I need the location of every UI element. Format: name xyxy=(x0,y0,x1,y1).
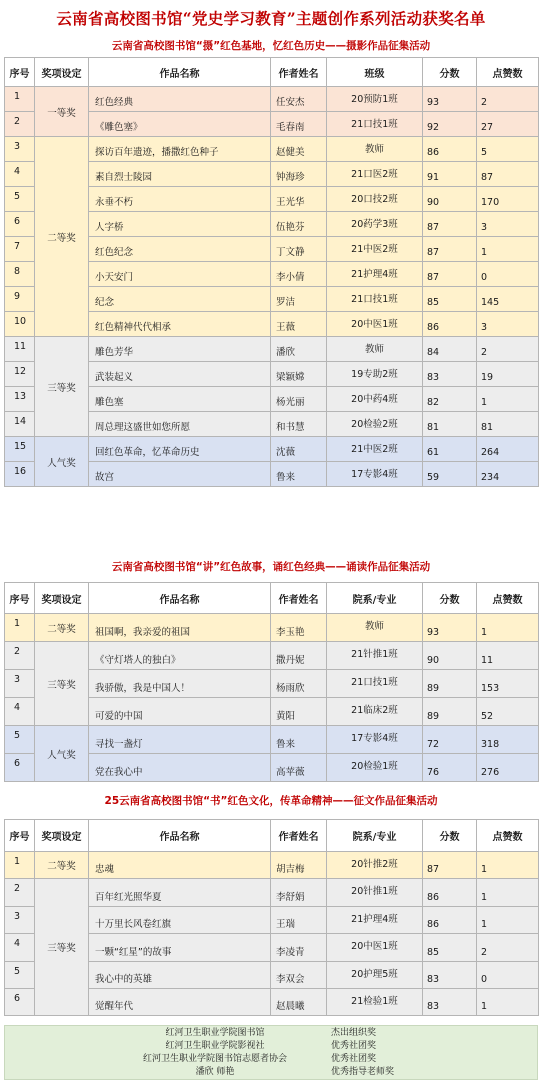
award-cell: 三等奖 xyxy=(35,879,89,1016)
major-cell: 21护理4班 xyxy=(327,906,423,933)
score-cell: 89 xyxy=(423,670,477,698)
likes-cell: 170 xyxy=(477,187,539,212)
score-cell: 76 xyxy=(423,754,477,782)
score-cell: 82 xyxy=(423,387,477,412)
seq-cell: 6 xyxy=(5,754,35,782)
class-cell: 21口医2班 xyxy=(327,162,423,187)
likes-cell: 52 xyxy=(477,698,539,726)
likes-cell: 318 xyxy=(477,726,539,754)
essay-award-table xyxy=(4,819,539,1016)
seq-cell: 4 xyxy=(5,934,35,961)
seq-cell: 6 xyxy=(5,212,35,237)
work-cell: 武装起义 xyxy=(89,362,271,387)
likes-cell: 234 xyxy=(477,462,539,487)
work-cell: 纪念 xyxy=(89,287,271,312)
class-cell: 20中医1班 xyxy=(327,312,423,337)
work-cell: 雕色塞 xyxy=(89,387,271,412)
score-cell: 61 xyxy=(423,437,477,462)
likes-cell: 145 xyxy=(477,287,539,312)
table-row xyxy=(5,726,539,754)
table-header-row xyxy=(5,820,539,852)
seq-cell: 1 xyxy=(5,87,35,112)
work-cell: 小天安门 xyxy=(89,262,271,287)
author-cell: 撒丹妮 xyxy=(271,642,327,670)
seq-cell: 5 xyxy=(5,961,35,988)
author-cell: 任安杰 xyxy=(271,87,327,112)
score-cell: 86 xyxy=(423,879,477,906)
award-cell: 一等奖 xyxy=(35,87,89,137)
author-cell: 胡吉梅 xyxy=(271,852,327,879)
likes-cell: 1 xyxy=(477,852,539,879)
author-cell: 高苹薇 xyxy=(271,754,327,782)
likes-cell: 1 xyxy=(477,906,539,933)
score-cell: 86 xyxy=(423,312,477,337)
score-cell: 84 xyxy=(423,337,477,362)
seq-cell: 9 xyxy=(5,287,35,312)
likes-cell: 1 xyxy=(477,988,539,1015)
author-cell: 王瑞 xyxy=(271,906,327,933)
score-cell: 85 xyxy=(423,287,477,312)
seq-cell: 13 xyxy=(5,387,35,412)
seq-cell: 5 xyxy=(5,187,35,212)
header-award: 奖项设定 xyxy=(35,820,89,852)
author-cell: 罗洁 xyxy=(271,287,327,312)
work-cell: 探访百年遗迹，播撒红色种子 xyxy=(89,137,271,162)
class-cell: 21中医2班 xyxy=(327,237,423,262)
class-cell: 21中医2班 xyxy=(327,437,423,462)
work-cell: 我心中的英雄 xyxy=(89,961,271,988)
score-cell: 90 xyxy=(423,642,477,670)
work-cell: 回红色革命，忆革命历史 xyxy=(89,437,271,462)
seq-cell: 3 xyxy=(5,906,35,933)
seq-cell: 3 xyxy=(5,670,35,698)
work-cell: 红色纪念 xyxy=(89,237,271,262)
photography-award-table xyxy=(4,57,539,487)
work-cell: 《守灯塔人的独白》 xyxy=(89,642,271,670)
seq-cell: 1 xyxy=(5,614,35,642)
likes-cell: 264 xyxy=(477,437,539,462)
likes-cell: 0 xyxy=(477,262,539,287)
likes-cell: 87 xyxy=(477,162,539,187)
score-cell: 87 xyxy=(423,212,477,237)
score-cell: 86 xyxy=(423,137,477,162)
author-cell: 潘欣 xyxy=(271,337,327,362)
major-cell: 20针推1班 xyxy=(327,879,423,906)
section2-subtitle: 云南省高校图书馆“讲”红色故事，诵红色经典——诵读作品征集活动 xyxy=(111,561,431,573)
header-major: 院系/专业 xyxy=(327,820,423,852)
author-cell: 赵晨曦 xyxy=(271,988,327,1015)
score-cell: 81 xyxy=(423,412,477,437)
major-cell: 17专影4班 xyxy=(327,726,423,754)
likes-cell: 2 xyxy=(477,934,539,961)
award-cell: 三等奖 xyxy=(35,642,89,726)
major-cell: 20检验1班 xyxy=(327,754,423,782)
likes-cell: 0 xyxy=(477,961,539,988)
author-cell: 李小倩 xyxy=(271,262,327,287)
author-cell: 钟海珍 xyxy=(271,162,327,187)
class-cell: 教师 xyxy=(327,137,423,162)
class-cell: 教师 xyxy=(327,337,423,362)
likes-cell: 3 xyxy=(477,312,539,337)
header-author: 作者姓名 xyxy=(271,820,327,852)
header-major: 院系/专业 xyxy=(327,583,423,614)
author-cell: 杨雨欣 xyxy=(271,670,327,698)
footer-award: 杰出组织奖 xyxy=(331,1028,377,1038)
organization-awards-footer xyxy=(4,1025,538,1080)
footer-org: 红河卫生职业学院影视社 xyxy=(165,1041,265,1051)
footer-award: 优秀社团奖 xyxy=(331,1041,377,1051)
score-cell: 87 xyxy=(423,262,477,287)
likes-cell: 3 xyxy=(477,212,539,237)
class-cell: 17专影4班 xyxy=(327,462,423,487)
likes-cell: 1 xyxy=(477,879,539,906)
class-cell: 20中药4班 xyxy=(327,387,423,412)
work-cell: 雕色芳华 xyxy=(89,337,271,362)
author-cell: 王光华 xyxy=(271,187,327,212)
likes-cell: 11 xyxy=(477,642,539,670)
footer-award: 优秀指导老师奖 xyxy=(331,1067,395,1077)
section1-subtitle: 云南省高校图书馆“摄”红色基地，忆红色历史——摄影作品征集活动 xyxy=(111,40,431,52)
score-cell: 90 xyxy=(423,187,477,212)
likes-cell: 2 xyxy=(477,87,539,112)
table-row xyxy=(5,642,539,670)
seq-cell: 14 xyxy=(5,412,35,437)
score-cell: 89 xyxy=(423,698,477,726)
header-author: 作者姓名 xyxy=(271,58,327,87)
score-cell: 59 xyxy=(423,462,477,487)
table-row xyxy=(5,87,539,112)
major-cell: 21针推1班 xyxy=(327,642,423,670)
author-cell: 黄阳 xyxy=(271,698,327,726)
score-cell: 83 xyxy=(423,961,477,988)
seq-cell: 6 xyxy=(5,988,35,1015)
class-cell: 19专助2班 xyxy=(327,362,423,387)
table-row xyxy=(5,137,539,162)
work-cell: 党在我心中 xyxy=(89,754,271,782)
award-cell: 三等奖 xyxy=(35,337,89,437)
table-row xyxy=(5,614,539,642)
class-cell: 20预防1班 xyxy=(327,87,423,112)
work-cell: 故宫 xyxy=(89,462,271,487)
footer-org: 红河卫生职业学院图书馆志愿者协会 xyxy=(142,1054,287,1064)
seq-cell: 11 xyxy=(5,337,35,362)
likes-cell: 276 xyxy=(477,754,539,782)
seq-cell: 8 xyxy=(5,262,35,287)
author-cell: 李玉艳 xyxy=(271,614,327,642)
award-cell: 二等奖 xyxy=(35,137,89,337)
author-cell: 赵健美 xyxy=(271,137,327,162)
seq-cell: 12 xyxy=(5,362,35,387)
major-cell: 20中医1班 xyxy=(327,934,423,961)
work-cell: 忠魂 xyxy=(89,852,271,879)
table-row xyxy=(5,337,539,362)
seq-cell: 16 xyxy=(5,462,35,487)
page-title: 云南省高校图书馆“党史学习教育”主题创作系列活动获奖名单 xyxy=(56,9,486,28)
work-cell: 红色精神代代相承 xyxy=(89,312,271,337)
class-cell: 20口技2班 xyxy=(327,187,423,212)
score-cell: 72 xyxy=(423,726,477,754)
work-cell: 我骄傲，我是中国人！ xyxy=(89,670,271,698)
work-cell: 祖国啊，我亲爱的祖国 xyxy=(89,614,271,642)
author-cell: 伍艳芬 xyxy=(271,212,327,237)
score-cell: 92 xyxy=(423,112,477,137)
likes-cell: 19 xyxy=(477,362,539,387)
likes-cell: 81 xyxy=(477,412,539,437)
header-seq: 序号 xyxy=(5,583,35,614)
author-cell: 和书慧 xyxy=(271,412,327,437)
seq-cell: 2 xyxy=(5,879,35,906)
header-seq: 序号 xyxy=(5,820,35,852)
seq-cell: 1 xyxy=(5,852,35,879)
score-cell: 86 xyxy=(423,906,477,933)
work-cell: 红色经典 xyxy=(89,87,271,112)
header-likes: 点赞数 xyxy=(477,58,539,87)
seq-cell: 2 xyxy=(5,642,35,670)
work-cell: 永垂不朽 xyxy=(89,187,271,212)
author-cell: 沈薇 xyxy=(271,437,327,462)
header-class: 班级 xyxy=(327,58,423,87)
author-cell: 梁颖嫦 xyxy=(271,362,327,387)
seq-cell: 4 xyxy=(5,698,35,726)
award-cell: 人气奖 xyxy=(35,726,89,782)
major-cell: 21临床2班 xyxy=(327,698,423,726)
score-cell: 87 xyxy=(423,852,477,879)
work-cell: 一颗“红星”的故事 xyxy=(89,934,271,961)
major-cell: 20护理5班 xyxy=(327,961,423,988)
score-cell: 93 xyxy=(423,87,477,112)
header-award: 奖项设定 xyxy=(35,58,89,87)
seq-cell: 15 xyxy=(5,437,35,462)
seq-cell: 10 xyxy=(5,312,35,337)
header-likes: 点赞数 xyxy=(477,820,539,852)
seq-cell: 5 xyxy=(5,726,35,754)
header-work: 作品名称 xyxy=(89,583,271,614)
author-cell: 鲁来 xyxy=(271,726,327,754)
header-author: 作者姓名 xyxy=(271,583,327,614)
score-cell: 91 xyxy=(423,162,477,187)
award-cell: 人气奖 xyxy=(35,437,89,487)
header-seq: 序号 xyxy=(5,58,35,87)
seq-cell: 3 xyxy=(5,137,35,162)
author-cell: 李双会 xyxy=(271,961,327,988)
table-header-row xyxy=(5,583,539,614)
author-cell: 杨光丽 xyxy=(271,387,327,412)
major-cell: 21检验1班 xyxy=(327,988,423,1015)
score-cell: 85 xyxy=(423,934,477,961)
likes-cell: 1 xyxy=(477,237,539,262)
score-cell: 87 xyxy=(423,237,477,262)
class-cell: 20药学3班 xyxy=(327,212,423,237)
header-score: 分数 xyxy=(423,583,477,614)
header-award: 奖项设定 xyxy=(35,583,89,614)
likes-cell: 1 xyxy=(477,387,539,412)
work-cell: 周总理这盛世如您所愿 xyxy=(89,412,271,437)
seq-cell: 2 xyxy=(5,112,35,137)
author-cell: 李凌青 xyxy=(271,934,327,961)
footer-org: 红河卫生职业学院图书馆 xyxy=(165,1028,265,1038)
footer-teachers: 潘欣 师艳 xyxy=(195,1067,235,1077)
table-row xyxy=(5,879,539,906)
likes-cell: 5 xyxy=(477,137,539,162)
author-cell: 鲁来 xyxy=(271,462,327,487)
major-cell: 20针推2班 xyxy=(327,852,423,879)
major-cell: 教师 xyxy=(327,614,423,642)
score-cell: 83 xyxy=(423,988,477,1015)
table-header-row xyxy=(5,58,539,87)
author-cell: 王薇 xyxy=(271,312,327,337)
footer-award: 优秀社团奖 xyxy=(331,1054,377,1064)
work-cell: 寻找一盏灯 xyxy=(89,726,271,754)
award-cell: 二等奖 xyxy=(35,614,89,642)
seq-cell: 4 xyxy=(5,162,35,187)
likes-cell: 2 xyxy=(477,337,539,362)
header-likes: 点赞数 xyxy=(477,583,539,614)
work-cell: 可爱的中国 xyxy=(89,698,271,726)
header-work: 作品名称 xyxy=(89,820,271,852)
header-work: 作品名称 xyxy=(89,58,271,87)
score-cell: 83 xyxy=(423,362,477,387)
header-score: 分数 xyxy=(423,820,477,852)
seq-cell: 7 xyxy=(5,237,35,262)
work-cell: 素自烈士陵园 xyxy=(89,162,271,187)
likes-cell: 153 xyxy=(477,670,539,698)
award-cell: 二等奖 xyxy=(35,852,89,879)
recitation-award-table xyxy=(4,582,539,782)
score-cell: 93 xyxy=(423,614,477,642)
table-row xyxy=(5,852,539,879)
section3-subtitle: 25云南省高校图书馆“书”红色文化，传革命精神——征文作品征集活动 xyxy=(104,795,438,807)
class-cell: 21口技1班 xyxy=(327,287,423,312)
work-cell: 十万里长风卷红旗 xyxy=(89,906,271,933)
class-cell: 21护理4班 xyxy=(327,262,423,287)
work-cell: 百年红光照华夏 xyxy=(89,879,271,906)
work-cell: 觉醒年代 xyxy=(89,988,271,1015)
work-cell: 《雕色塞》 xyxy=(89,112,271,137)
author-cell: 毛春南 xyxy=(271,112,327,137)
table-row xyxy=(5,437,539,462)
author-cell: 李舒娟 xyxy=(271,879,327,906)
class-cell: 21口技1班 xyxy=(327,112,423,137)
likes-cell: 1 xyxy=(477,614,539,642)
work-cell: 人字桥 xyxy=(89,212,271,237)
author-cell: 丁文静 xyxy=(271,237,327,262)
class-cell: 20检验2班 xyxy=(327,412,423,437)
major-cell: 21口技1班 xyxy=(327,670,423,698)
likes-cell: 27 xyxy=(477,112,539,137)
header-score: 分数 xyxy=(423,58,477,87)
